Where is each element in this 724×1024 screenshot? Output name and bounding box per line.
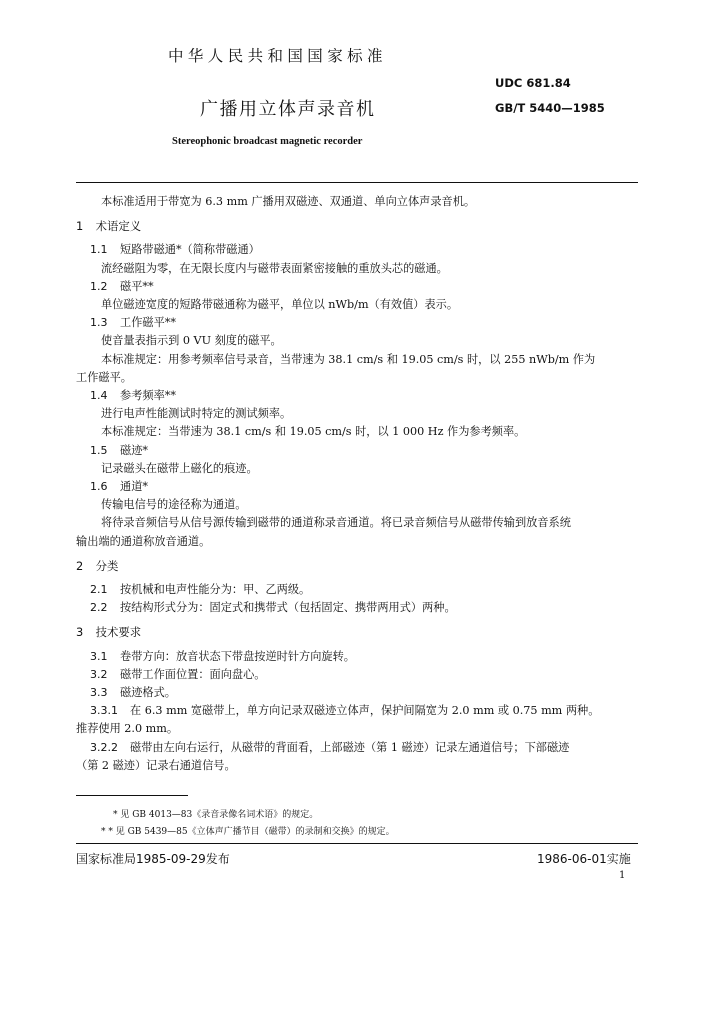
item-3-2: 3.2 磁带工作面位置：面向盘心。: [90, 667, 266, 681]
item-3-3-1-line1: 3.3.1 在 6.3 mm 宽磁带上，单方向记录双磁迹立体声，保护间隔宽为 2.0 mm 或 0.75 mm 两种。: [90, 704, 600, 718]
item-1-3-rule-line1: 本标准规定：用参考频率信号录音，当带速为 38.1 cm/s 和 19.05 cm/s 时，以 255 nWb/m 作为: [101, 352, 596, 366]
section-3-heading: 3 技术要求: [76, 625, 142, 640]
item-1-3-heading: 1.3 工作磁平**: [90, 316, 176, 330]
standard-number: GB/T 5440—1985: [495, 101, 605, 115]
item-1-6-more-line2: 输出端的通道称放音通道。: [76, 534, 211, 548]
item-1-5-heading: 1.5 磁迹*: [90, 443, 148, 457]
item-1-2-text: 单位磁迹宽度的短路带磁通称为磁平，单位以 nWb/m（有效值）表示。: [101, 298, 459, 312]
item-3-2-2-line1: 3.2.2 磁带由左向右运行，从磁带的背面看，上部磁迹（第 1 磁迹）记录左通道信号；下部磁迹: [90, 740, 570, 754]
udc-code: UDC 681.84: [495, 76, 571, 90]
issue-date: 国家标准局1985-09-29发布: [76, 852, 230, 866]
item-2-1: 2.1 按机械和电声性能分为：甲、乙两级。: [90, 583, 311, 597]
item-2-2: 2.2 按结构形式分为：固定式和携带式（包括固定、携带两用式）两种。: [90, 601, 456, 615]
document-body: [76, 193, 638, 775]
item-1-3-rule-line2: 工作磁平。: [76, 370, 132, 384]
document-title-cn: 广播用立体声录音机: [200, 99, 376, 120]
document-title-en: Stereophonic broadcast magnetic recorder: [172, 136, 363, 147]
section-1-heading: 1 术语定义: [76, 219, 142, 234]
item-1-4-rule: 本标准规定：当带速为 38.1 cm/s 和 19.05 cm/s 时，以 1 000 Hz 作为参考频率。: [101, 425, 526, 439]
intro-paragraph: 本标准适用于带宽为 6.3 mm 广播用双磁迹、双通道、单向立体声录音机。: [101, 195, 476, 208]
item-3-2-2-line2: （第 2 磁迹）记录右通道信号。: [76, 758, 236, 772]
item-1-6-more-line1: 将待录音频信号从信号源传输到磁带的通道称录音通道。将已录音频信号从磁带传输到放音系统: [101, 516, 571, 530]
implementation-date: 1986-06-01实施: [537, 852, 631, 866]
item-1-1-heading: 1.1 短路带磁通*（简称带磁通）: [90, 243, 260, 257]
page-number: 1: [619, 870, 626, 881]
item-1-5-text: 记录磁头在磁带上磁化的痕迹。: [101, 461, 258, 475]
section-2-heading: 2 分类: [76, 558, 119, 573]
item-1-1-text: 流经磁阻为零，在无限长度内与磁带表面紧密接触的重放头芯的磁通。: [101, 261, 448, 275]
header-divider: [76, 182, 638, 183]
issuing-organization: 中华人民共和国国家标准: [168, 47, 387, 65]
item-1-2-heading: 1.2 磁平**: [90, 279, 154, 293]
item-3-3-1-line2: 推荐使用 2.0 mm。: [76, 722, 179, 736]
item-1-4-heading: 1.4 参考频率**: [90, 389, 176, 403]
item-3-1: 3.1 卷带方向：放音状态下带盘按逆时针方向旋转。: [90, 649, 355, 663]
item-1-6-text: 传输电信号的途径称为通道。: [101, 498, 247, 512]
footer-divider: [76, 843, 638, 844]
footnote-2: * * 见 GB 5439—85《立体声广播节目（磁带）的录制和交换》的规定。: [101, 827, 395, 837]
item-3-3: 3.3 磁迹格式。: [90, 686, 176, 700]
item-1-6-heading: 1.6 通道*: [90, 480, 148, 494]
item-1-4-text: 进行电声性能测试时特定的测试频率。: [101, 407, 292, 421]
item-1-3-text: 使音量表指示到 0 VU 刻度的磁平。: [101, 334, 282, 348]
footnote-divider: [76, 795, 188, 796]
footnote-1: * 见 GB 4013—83《录音录像名词术语》的规定。: [113, 810, 319, 820]
